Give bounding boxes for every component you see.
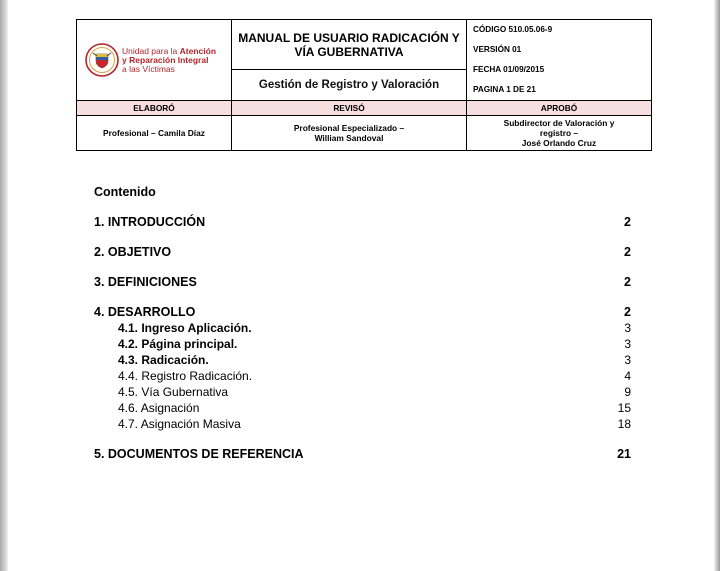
document-code: CÓDIGO 510.05.06-9 — [473, 25, 553, 34]
toc-subentry-page: 9 — [624, 385, 631, 399]
toc-subentry[interactable] — [94, 368, 631, 384]
toc-subentry-label: 4.2. Página principal. — [118, 337, 238, 351]
toc-entry-label: 3. DEFINICIONES — [94, 275, 197, 289]
logo-text-line1: Unidad para la — [122, 45, 180, 56]
toc-entry[interactable] — [94, 244, 631, 260]
logo-text-line3: a las Víctimas — [122, 63, 175, 74]
toc-subentry[interactable] — [94, 336, 631, 352]
toc-subentry-page: 15 — [617, 401, 631, 415]
toc-title: Contenido — [94, 185, 156, 199]
aprobo-line: Subdirector de Valoración y — [503, 118, 615, 128]
document-subtitle: Gestión de Registro y Valoración — [258, 79, 440, 91]
toc-subentry-label: 4.4. Registro Radicación. — [118, 369, 253, 383]
organization-name — [122, 47, 216, 74]
toc-subentry-page: 18 — [617, 417, 631, 431]
toc-subentry-label: 4.3. Radicación. — [118, 353, 209, 367]
toc-entry[interactable] — [94, 274, 631, 290]
aprobo-label: APROBÓ — [467, 101, 652, 116]
metadata-cell — [467, 20, 652, 101]
elaboro-label: ELABORÓ — [77, 101, 232, 116]
document-header-table — [76, 19, 652, 151]
toc-entry-label: 2. OBJETIVO — [94, 245, 172, 259]
toc-subentry[interactable] — [94, 416, 631, 432]
toc-entry[interactable] — [94, 304, 631, 320]
table-of-contents — [94, 184, 631, 462]
title-cell — [232, 20, 467, 101]
coat-of-arms-icon — [85, 43, 119, 77]
elaboro-line: Profesional – Camila Díaz — [103, 128, 205, 138]
document-title: MANUAL DE USUARIO RADICACIÓN Y VÍA GUBERNATIVA — [232, 20, 466, 70]
toc-subentry-page: 3 — [624, 353, 631, 367]
toc-subentry-label: 4.6. Asignación — [118, 401, 200, 415]
document-date: FECHA 01/09/2015 — [473, 65, 545, 74]
reviso-line: Profesional Especializado – — [293, 123, 405, 133]
logo-text-accent: Atención — [179, 45, 217, 56]
toc-subentry-page: 3 — [624, 321, 631, 335]
reviso-line: William Sandoval — [314, 133, 384, 143]
toc-entry-page: 2 — [624, 275, 631, 289]
toc-entry-page: 2 — [624, 305, 631, 319]
logo-cell — [77, 20, 232, 101]
organization-logo — [77, 20, 231, 100]
viewer-left-edge — [0, 0, 8, 571]
toc-subentry-label: 4.5. Vía Gubernativa — [118, 385, 229, 399]
aprobo-value — [467, 116, 652, 151]
toc-entry-page: 21 — [617, 447, 631, 461]
toc-entry-label: 1. INTRODUCCIÓN — [94, 215, 206, 229]
toc-entry-page: 2 — [624, 215, 631, 229]
aprobo-line: José Orlando Cruz — [521, 138, 597, 148]
reviso-label: REVISÓ — [232, 101, 467, 116]
toc-subentry-page: 4 — [624, 369, 631, 383]
toc-entry-label: 5. DOCUMENTOS DE REFERENCIA — [94, 447, 304, 461]
toc-subentry-label: 4.1. Ingreso Aplicación. — [118, 321, 252, 335]
viewer-right-edge — [714, 0, 720, 571]
toc-subentry[interactable] — [94, 352, 631, 368]
toc-subentry-page: 3 — [624, 337, 631, 351]
logo-text-line2: y Reparación Integral — [122, 54, 209, 65]
toc-entry-label: 4. DESARROLLO — [94, 305, 196, 319]
toc-entry[interactable] — [94, 214, 631, 230]
aprobo-line: registro – — [539, 128, 579, 138]
toc-subentry[interactable] — [94, 320, 631, 336]
toc-subentry[interactable] — [94, 400, 631, 416]
document-page: PAGINA 1 DE 21 — [473, 85, 536, 94]
elaboro-value — [77, 116, 232, 151]
toc-entry[interactable] — [94, 446, 631, 462]
document-version: VERSIÓN 01 — [473, 45, 522, 54]
toc-subentry[interactable] — [94, 384, 631, 400]
toc-entry-page: 2 — [624, 245, 631, 259]
toc-subentry-label: 4.7. Asignación Masiva — [118, 417, 241, 431]
reviso-value — [232, 116, 467, 151]
